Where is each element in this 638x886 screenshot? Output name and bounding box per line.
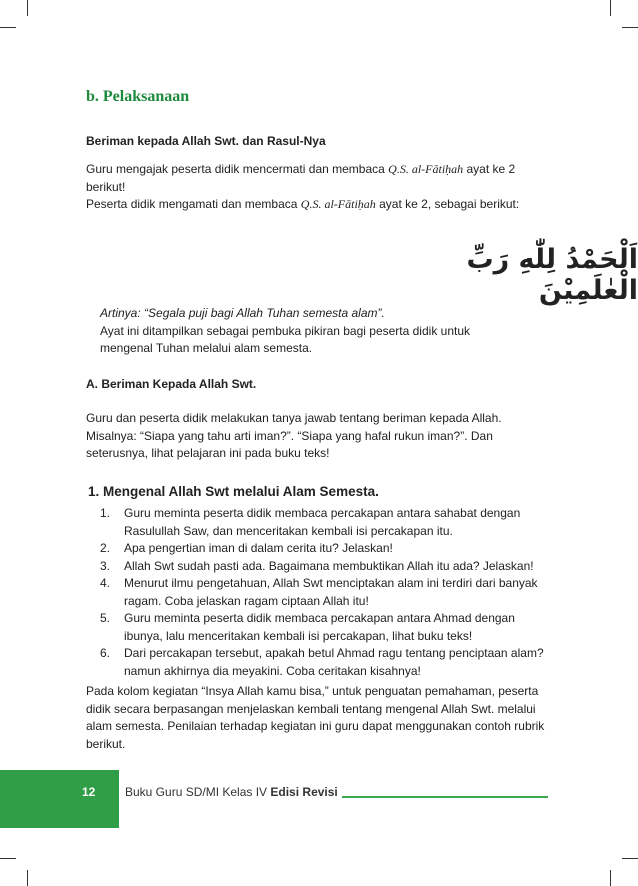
item-text: Menurut ilmu pengetahuan, Allah Swt menciptakan alam ini terdiri dari banyak [124,576,538,590]
translation-block [100,305,540,358]
intro-text: ayat ke 2, sebagai berikut: [375,197,520,211]
item-text: Guru meminta peserta didik membaca percakapan antara Ahmad dengan [124,611,515,625]
qa-line: seterusnya, lihat pelajaran ini pada buku teks! [86,446,330,460]
crop-mark [0,27,16,28]
list-item [100,610,550,645]
surah-name: Q.S. al-Fātiḥah [300,197,376,211]
list-item [100,575,550,610]
heading-a: A. Beriman Kepada Allah Swt. [86,377,257,391]
item-text: ibunya, lalu menceritakan kembali isi percakapan, lihat buku teks! [124,628,473,643]
qa-paragraph [86,410,546,463]
list-item [100,645,550,680]
list-item [100,540,550,558]
qa-line: Guru dan peserta didik melakukan tanya jawab tentang beriman kepada Allah. [86,411,502,425]
list-item [100,558,550,576]
footer-page-block [0,770,119,828]
intro-line [86,196,546,214]
crop-mark [622,858,638,859]
crop-mark [610,0,611,16]
surah-name: Q.S. al-Fātiḥah [388,162,464,176]
arabic-verse: اَلْحَمْدُ لِلّٰهِ رَبِّ الْعٰلَمِيْنَ [466,244,638,306]
item-number: 6. [100,646,111,660]
intro-text: Peserta didik mengamati dan membaca [86,197,301,211]
sub-heading: Beriman kepada Allah Swt. dan Rasul-Nya [86,134,326,148]
item-text: ragam. Coba jelaskan ragam ciptaan Allah itu! [124,593,369,608]
closing-line: didik secara berpasangan menjelaskan kembali tentang mengenal Allah Swt. melalui [86,701,536,716]
item-text: Allah Swt sudah pasti ada. Bagaimana membuktikan Allah itu ada? Jelaskan! [124,558,534,573]
intro-line: berikut! [86,179,126,194]
intro-text: ayat ke 2 [463,162,516,176]
book-title: Buku Guru SD/MI Kelas IV [125,785,271,799]
translation-note: Ayat ini ditampilkan sebagai pembuka pikiran bagi peserta didik untuk [100,323,471,338]
intro-line [86,161,546,179]
closing-line: alam semesta. Penilaian terhadap kegiatan ini guru dapat menggunakan contoh rubrik [86,719,545,733]
item-number: 2. [100,541,111,555]
crop-mark [622,27,638,28]
item-text: Apa pengertian iman di dalam cerita itu? Jelaskan! [124,541,393,555]
translation-note: mengenal Tuhan melalui alam semesta. [100,341,313,355]
translation-text: Artinya: “Segala puji bagi Allah Tuhan semesta alam”. [100,306,385,320]
item-number: 3. [100,558,111,573]
item-text: Guru meminta peserta didik membaca percakapan antara sahabat dengan [124,506,521,520]
list-item [100,505,550,540]
crop-mark [610,870,611,886]
item-number: 5. [100,611,111,625]
section-heading: b. Pelaksanaan [86,88,190,105]
page-number: 12 [82,785,96,799]
intro-text: Guru mengajak peserta didik mencermati dan membaca [86,162,389,176]
steps-list [100,505,550,680]
closing-line: berikut. [86,736,126,751]
intro-paragraph [86,161,546,214]
item-number: 4. [100,576,111,590]
footer-book-title [125,785,338,799]
closing-paragraph [86,683,546,753]
crop-mark [27,870,28,886]
item-number: 1. [100,506,111,520]
item-text: Dari percakapan tersebut, apakah betul Ahmad ragu tentang penciptaan alam? [124,646,544,660]
qa-line: Misalnya: “Siapa yang tahu arti iman?”. “Siapa yang hafal rukun iman?”. Dan [86,428,493,443]
closing-line: Pada kolom kegiatan “Insya Allah kamu bisa,” untuk penguatan pemahaman, peserta [86,684,539,698]
crop-mark [0,858,16,859]
footer-rule [342,796,548,798]
item-text: Rasulullah Saw, dan menceritakan kembali isi percakapan itu. [124,523,453,538]
item-text: namun akhirnya dia meyakini. Coba ceritakan kisahnya! [124,663,421,678]
edition-label: Edisi Revisi [270,785,338,799]
crop-mark [27,0,28,16]
heading-1: 1. Mengenal Allah Swt melalui Alam Semesta. [88,484,379,499]
